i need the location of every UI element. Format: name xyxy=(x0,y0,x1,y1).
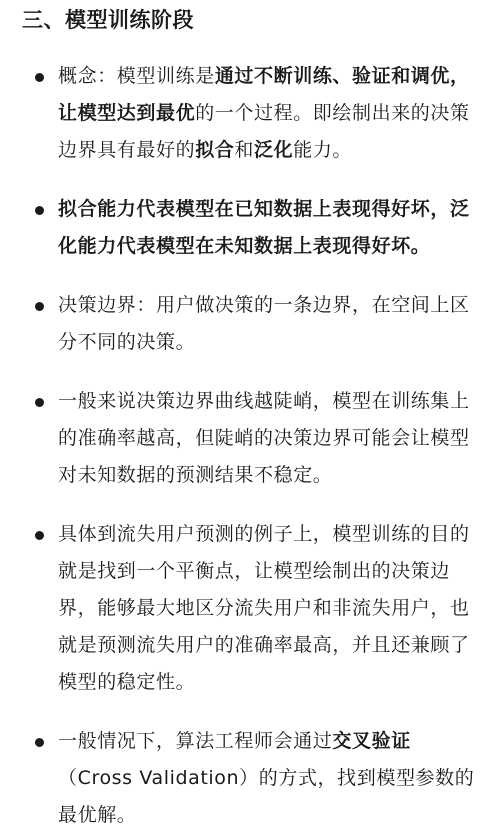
bullet-text: 一般来说决策边界曲线越陡峭，模型在训练集上的准确率越高，但陡峭的决策边界可能会让模型对未知数据的预测结果不稳定。 xyxy=(58,390,470,486)
bullet-item-5 xyxy=(18,516,478,701)
bullet-list xyxy=(18,58,478,834)
bullet-item-3 xyxy=(18,287,478,361)
bullet-dot-icon xyxy=(35,738,44,747)
bullet-bold-text: 拟合 xyxy=(195,139,235,161)
bullet-bold-text: 拟合能力代表模型在已知数据上表现得好坏，泛化能力代表模型在未知数据上表现得好坏。 xyxy=(58,198,470,257)
bullet-text: 决策边界：用户做决策的一条边界，在空间上区分不同的决策。 xyxy=(58,294,470,353)
bullet-item-1 xyxy=(18,58,478,169)
bullet-dot-icon xyxy=(35,206,44,215)
bullet-dot-icon xyxy=(35,73,44,82)
bullet-bold-text: 泛化 xyxy=(254,139,294,161)
bullet-text: （Cross Validation）的方式，找到模型参数的最优解。 xyxy=(58,767,475,826)
section-heading: 三、模型训练阶段 xyxy=(22,8,194,32)
bullet-text: 一般情况下，算法工程师会通过 xyxy=(58,730,333,752)
bullet-bold-text: 交叉验证 xyxy=(332,730,411,752)
bullet-text: 概念：模型训练是 xyxy=(58,65,215,87)
bullet-dot-icon xyxy=(35,302,44,311)
bullet-bold-text: 通过不断训练、验证和调优，让模型达到最优 xyxy=(58,65,470,124)
bullet-text: 的一个过程。即绘制出来的决策边界具有最好的 xyxy=(58,102,470,161)
bullet-item-6 xyxy=(18,723,478,834)
bullet-dot-icon xyxy=(35,398,44,407)
bullet-text: 能力。 xyxy=(293,139,353,161)
bullet-dot-icon xyxy=(35,531,44,540)
bullet-item-4 xyxy=(18,383,478,494)
bullet-text: 具体到流失用户预测的例子上，模型训练的目的就是找到一个平衡点，让模型绘制出的决策边界，能够最大地区分流失用户和非流失用户，也就是预测流失用户的准确率最高，并且还兼顾了模型的稳定性。 xyxy=(58,523,470,693)
bullet-text: 和 xyxy=(234,139,255,161)
bullet-item-2 xyxy=(18,191,478,265)
